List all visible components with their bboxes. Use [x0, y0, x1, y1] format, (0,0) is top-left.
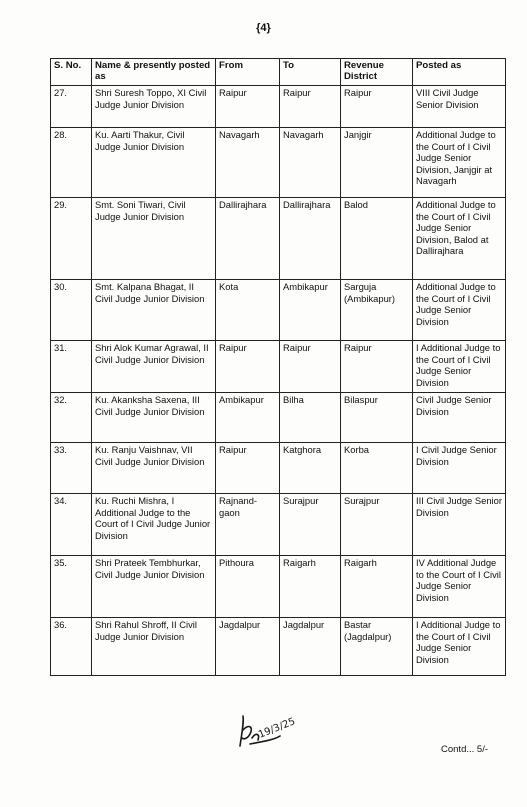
page-number: {4}	[256, 22, 271, 34]
table-row	[51, 280, 506, 341]
cell-from: Rajnand-gaon	[216, 494, 280, 556]
cell-posted-as: I Additional Judge to the Court of I Civil Judge Senior Division	[413, 618, 506, 676]
continuation-note: Contd... 5/-	[441, 744, 488, 755]
cell-posted-as: Civil Judge Senior Division	[413, 393, 506, 443]
cell-posted-as: I Civil Judge Senior Division	[413, 443, 506, 494]
cell-name: Shri Alok Kumar Agrawal, II Civil Judge Junior Division	[92, 341, 216, 393]
cell-name: Ku. Aarti Thakur, Civil Judge Junior Division	[92, 128, 216, 198]
cell-district: Raigarh	[341, 556, 413, 618]
cell-district: Raipur	[341, 341, 413, 393]
cell-from: Pithoura	[216, 556, 280, 618]
cell-sno: 31.	[51, 341, 92, 393]
cell-name: Smt. Soni Tiwari, Civil Judge Junior Division	[92, 198, 216, 280]
table-row	[51, 86, 506, 128]
signature-date: 19/3/25	[257, 716, 297, 741]
cell-sno: 28.	[51, 128, 92, 198]
table-row	[51, 128, 506, 198]
cell-to: Katghora	[280, 443, 341, 494]
cell-name: Ku. Ruchi Mishra, I Additional Judge to the Court of I Civil Judge Junior Division	[92, 494, 216, 556]
cell-from: Jagdalpur	[216, 618, 280, 676]
cell-from: Raipur	[216, 443, 280, 494]
cell-name: Shri Suresh Toppo, XI Civil Judge Junior Division	[92, 86, 216, 128]
cell-posted-as: IV Additional Judge to the Court of I Civil Judge Senior Division	[413, 556, 506, 618]
cell-sno: 27.	[51, 86, 92, 128]
cell-district: Bilaspur	[341, 393, 413, 443]
cell-name: Ku. Ranju Vaishnav, VII Civil Judge Junior Division	[92, 443, 216, 494]
cell-from: Dallirajhara	[216, 198, 280, 280]
handwritten-signature	[230, 712, 310, 752]
table-row	[51, 198, 506, 280]
cell-name: Ku. Akanksha Saxena, III Civil Judge Junior Division	[92, 393, 216, 443]
table-header-row	[51, 59, 506, 86]
cell-sno: 34.	[51, 494, 92, 556]
cell-from: Kota	[216, 280, 280, 341]
cell-to: Raipur	[280, 341, 341, 393]
cell-from: Raipur	[216, 86, 280, 128]
table-row	[51, 618, 506, 676]
cell-to: Dallirajhara	[280, 198, 341, 280]
cell-posted-as: I Additional Judge to the Court of I Civil Judge Senior Division	[413, 341, 506, 393]
cell-district: Janjgir	[341, 128, 413, 198]
header-to: To	[280, 59, 341, 86]
table-row	[51, 341, 506, 393]
cell-sno: 36.	[51, 618, 92, 676]
cell-to: Navagarh	[280, 128, 341, 198]
cell-sno: 35.	[51, 556, 92, 618]
cell-district: Surajpur	[341, 494, 413, 556]
cell-name: Smt. Kalpana Bhagat, II Civil Judge Junior Division	[92, 280, 216, 341]
cell-to: Bilha	[280, 393, 341, 443]
table-row	[51, 443, 506, 494]
cell-posted-as: Additional Judge to the Court of I Civil Judge Senior Division, Balod at Dallirajhara	[413, 198, 506, 280]
cell-from: Ambikapur	[216, 393, 280, 443]
transfer-table	[50, 58, 506, 676]
cell-name: Shri Rahul Shroff, II Civil Judge Junior Division	[92, 618, 216, 676]
table-row	[51, 556, 506, 618]
cell-sno: 30.	[51, 280, 92, 341]
cell-district: Raipur	[341, 86, 413, 128]
header-name: Name & presently posted as	[92, 59, 216, 86]
cell-posted-as: III Civil Judge Senior Division	[413, 494, 506, 556]
cell-to: Surajpur	[280, 494, 341, 556]
cell-district: Balod	[341, 198, 413, 280]
cell-posted-as: Additional Judge to the Court of I Civil Judge Senior Division	[413, 280, 506, 341]
table-row	[51, 494, 506, 556]
cell-name: Shri Prateek Tembhurkar, Civil Judge Junior Division	[92, 556, 216, 618]
cell-district: Korba	[341, 443, 413, 494]
header-district: Revenue District	[341, 59, 413, 86]
header-sno: S. No.	[51, 59, 92, 86]
cell-district: Sarguja (Ambikapur)	[341, 280, 413, 341]
cell-sno: 33.	[51, 443, 92, 494]
cell-sno: 29.	[51, 198, 92, 280]
cell-posted-as: Additional Judge to the Court of I Civil Judge Senior Division, Janjgir at Navagarh	[413, 128, 506, 198]
cell-to: Raigarh	[280, 556, 341, 618]
header-from: From	[216, 59, 280, 86]
cell-district: Bastar (Jagdalpur)	[341, 618, 413, 676]
header-posted-as: Posted as	[413, 59, 506, 86]
cell-to: Ambikapur	[280, 280, 341, 341]
cell-to: Raipur	[280, 86, 341, 128]
cell-from: Navagarh	[216, 128, 280, 198]
cell-sno: 32.	[51, 393, 92, 443]
cell-to: Jagdalpur	[280, 618, 341, 676]
table-row	[51, 393, 506, 443]
cell-from: Raipur	[216, 341, 280, 393]
cell-posted-as: VIII Civil Judge Senior Division	[413, 86, 506, 128]
